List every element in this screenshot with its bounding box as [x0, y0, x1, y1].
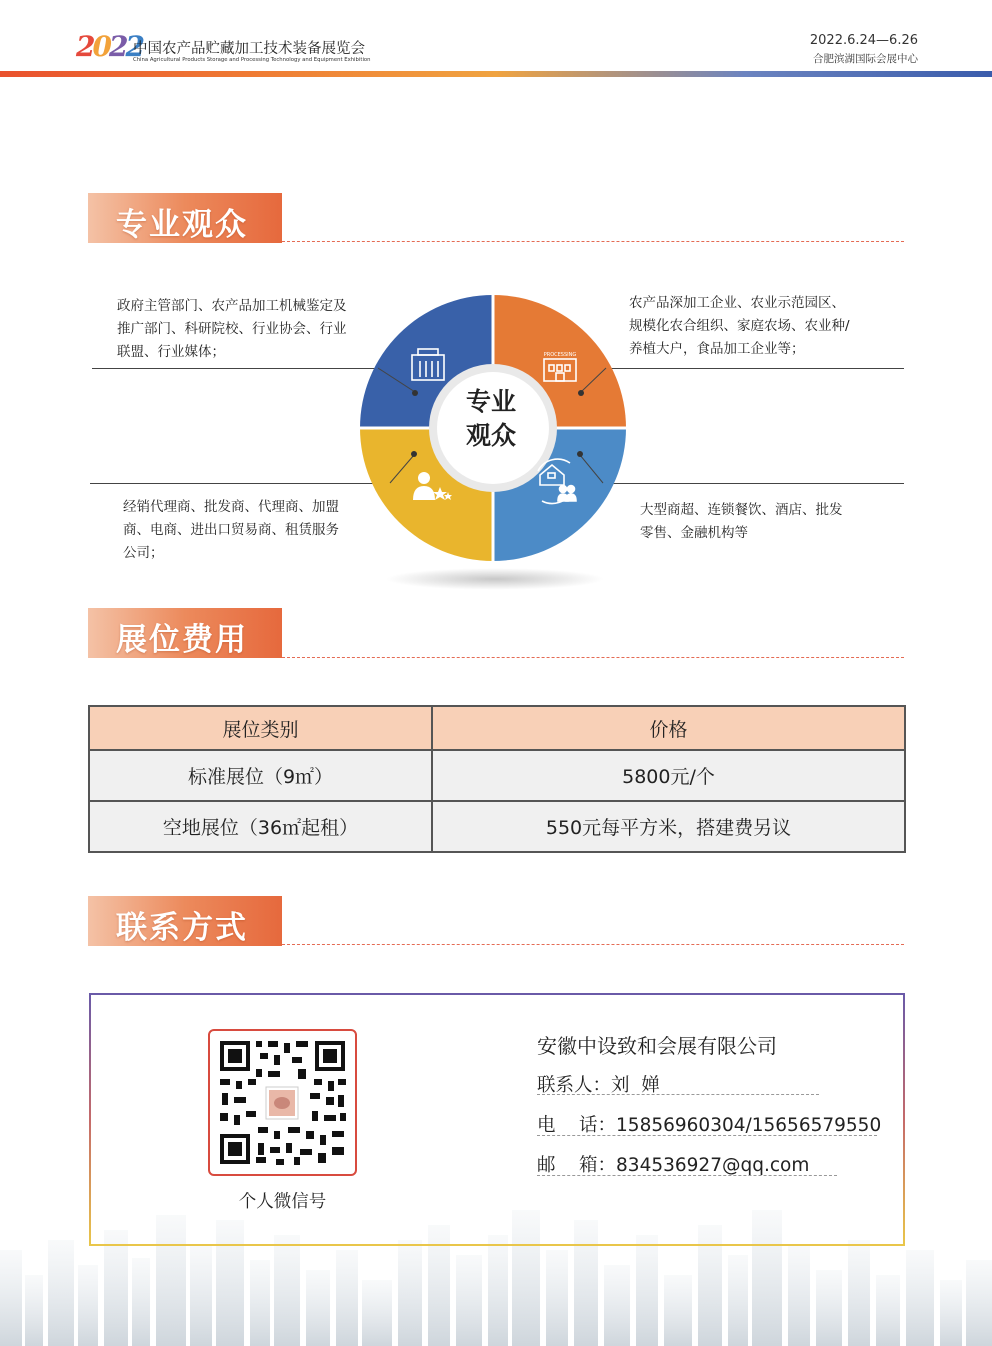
- contact-phone-row: 电 话：15856960304/15656579550: [537, 1115, 882, 1136]
- contact-phone[interactable]: 15856960304/15656579550: [616, 1115, 882, 1136]
- leader-line: [603, 483, 904, 484]
- audience-text-government: 政府主管部门、农产品加工机械鉴定及 推广部门、科研院校、行业协会、行业 联盟、行业媒体；: [117, 298, 347, 360]
- wechat-qr-code: [208, 1029, 357, 1176]
- page-header: [0, 0, 992, 80]
- pie-shadow: [385, 568, 605, 590]
- section-title-audience: 专业观众: [88, 193, 282, 243]
- logo-year: 2022: [76, 30, 142, 63]
- underline: [537, 1135, 877, 1136]
- audience-text-dealers: 经销代理商、批发商、代理商、加盟 商、电商、进出口贸易商、租赁服务 公司；: [123, 499, 339, 561]
- section-divider: [282, 241, 904, 242]
- table-header-row: [89, 706, 905, 750]
- section-title-contact: 联系方式: [88, 896, 282, 946]
- table-row: [89, 750, 905, 801]
- pie-center-label: 专业 观众: [465, 387, 516, 450]
- table-header-cell: 展位类别: [89, 706, 432, 750]
- table-header-cell: 价格: [432, 706, 905, 750]
- audience-text-retail: 大型商超、连锁餐饮、酒店、批发 零售、金融机构等: [640, 502, 843, 541]
- qr-code-icon: [210, 1031, 355, 1174]
- contact-email[interactable]: 834536927@qq.com: [616, 1155, 810, 1176]
- table-row: [89, 801, 905, 852]
- fee-table: [88, 705, 906, 853]
- audience-text-processing: 农产品深加工企业、农业示范园区、 规模化农合组织、家庭农场、农业种/ 养植大户，食品加工企业等；: [629, 295, 850, 357]
- contact-person-row: 联系人：刘 婵: [537, 1075, 660, 1096]
- company-name: 安徽中设致和会展有限公司: [537, 1034, 777, 1058]
- table-cell: 标准展位（9㎡）: [89, 750, 432, 801]
- leader-line: [606, 368, 904, 369]
- header-color-bar: [0, 71, 992, 77]
- exhibition-venue: 合肥滨湖国际会展中心: [813, 53, 918, 65]
- leader-line: [92, 368, 378, 369]
- svg-text:PROCESSING: PROCESSING: [543, 352, 577, 358]
- leader-line: [90, 483, 390, 484]
- exhibition-title-en: China Agricultural Products Storage and Processing Technology and Equipment Exhibition: [133, 57, 371, 63]
- contact-person-name: 刘 婵: [611, 1075, 660, 1096]
- table-cell: 550元每平方米，搭建费另议: [432, 801, 905, 852]
- section-divider: [282, 657, 904, 658]
- section-divider: [282, 944, 904, 945]
- qr-code-label: 个人微信号: [238, 1192, 327, 1212]
- underline: [537, 1094, 819, 1095]
- exhibition-title-cn: 中国农产品贮藏加工技术装备展览会: [133, 41, 365, 57]
- contact-email-row: 邮 箱：834536927@qq.com: [537, 1155, 810, 1176]
- underline: [537, 1175, 837, 1176]
- table-cell: 空地展位（36㎡起租）: [89, 801, 432, 852]
- exhibition-date: 2022.6.24—6.26: [809, 33, 918, 48]
- section-title-fees: 展位费用: [88, 608, 282, 658]
- table-cell: 5800元/个: [432, 750, 905, 801]
